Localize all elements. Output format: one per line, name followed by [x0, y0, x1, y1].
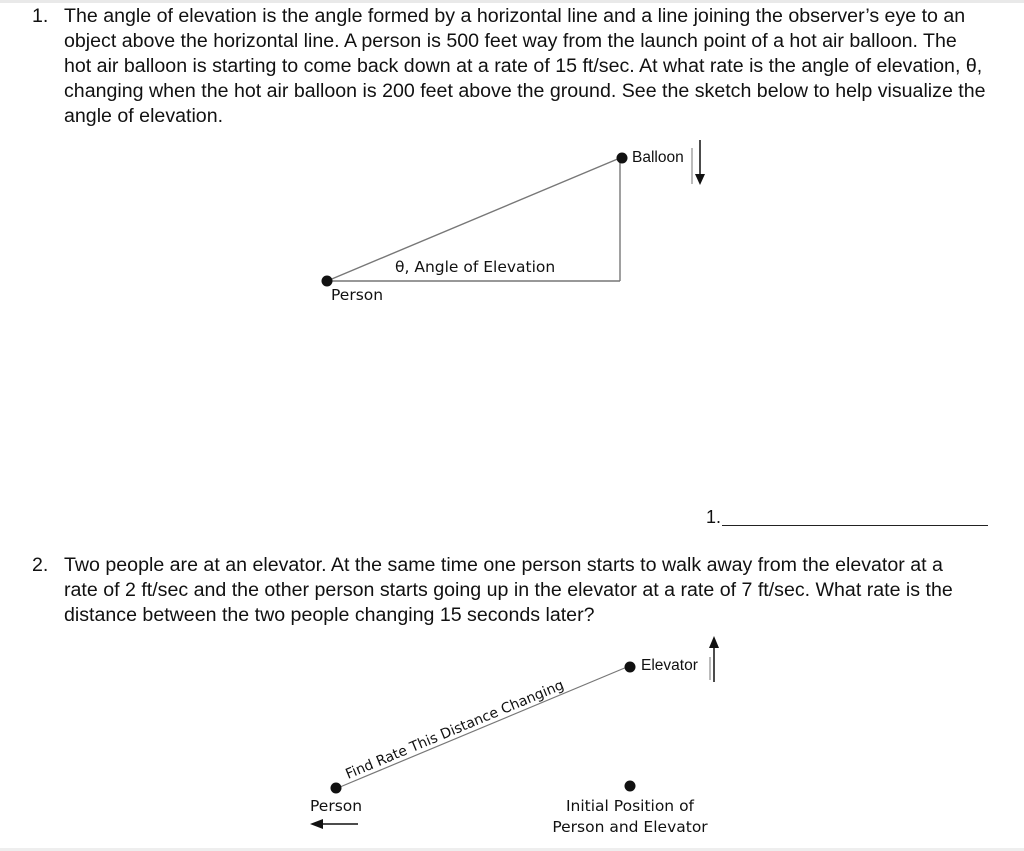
problem-2-number: 2.: [32, 554, 49, 576]
problem-1-text: The angle of elevation is the angle formed by a horizontal line and a line joining the observer’s eye to an object above the horizontal line. A person is 500 feet way from the launch point of a hot air balloon. The hot air balloon is starting to come back down at a rate of 15 ft/sec. At what rate is the angle of elevation, θ, changing when the hot air balloon is 200 feet above the ground. See the sketch below to help visualize the angle of elevation.: [64, 5, 986, 127]
distance-line: [340, 667, 627, 787]
elevator-dot: [625, 662, 636, 673]
person-label: Person: [310, 797, 363, 815]
initial-position-dot: [625, 781, 636, 792]
left-arrow-head-icon: [310, 819, 323, 829]
distance-label: Find Rate This Distance Changing: [343, 677, 567, 783]
angle-label: θ, Angle of Elevation: [395, 258, 556, 276]
elevator-label: Elevator: [641, 657, 698, 674]
initial-position-label-line2: Person and Elevator: [552, 818, 708, 836]
person-dot: [331, 783, 342, 794]
answer-1-label: 1.: [706, 507, 722, 527]
up-arrow-head-icon: [709, 636, 719, 648]
initial-position-label-line1: Initial Position of: [565, 797, 695, 815]
problem-2-text: Two people are at an elevator. At the same time one person starts to walk away from the elevator at a rate of 2 ft/sec and the other person starts going up in the elevator at a rate of 7 ft/sec. What rate is the distance between the two people changing 15 seconds later?: [64, 554, 953, 626]
balloon-label: Balloon: [632, 149, 684, 166]
person-label: Person: [331, 286, 384, 304]
problem-1-number: 1.: [32, 5, 49, 27]
